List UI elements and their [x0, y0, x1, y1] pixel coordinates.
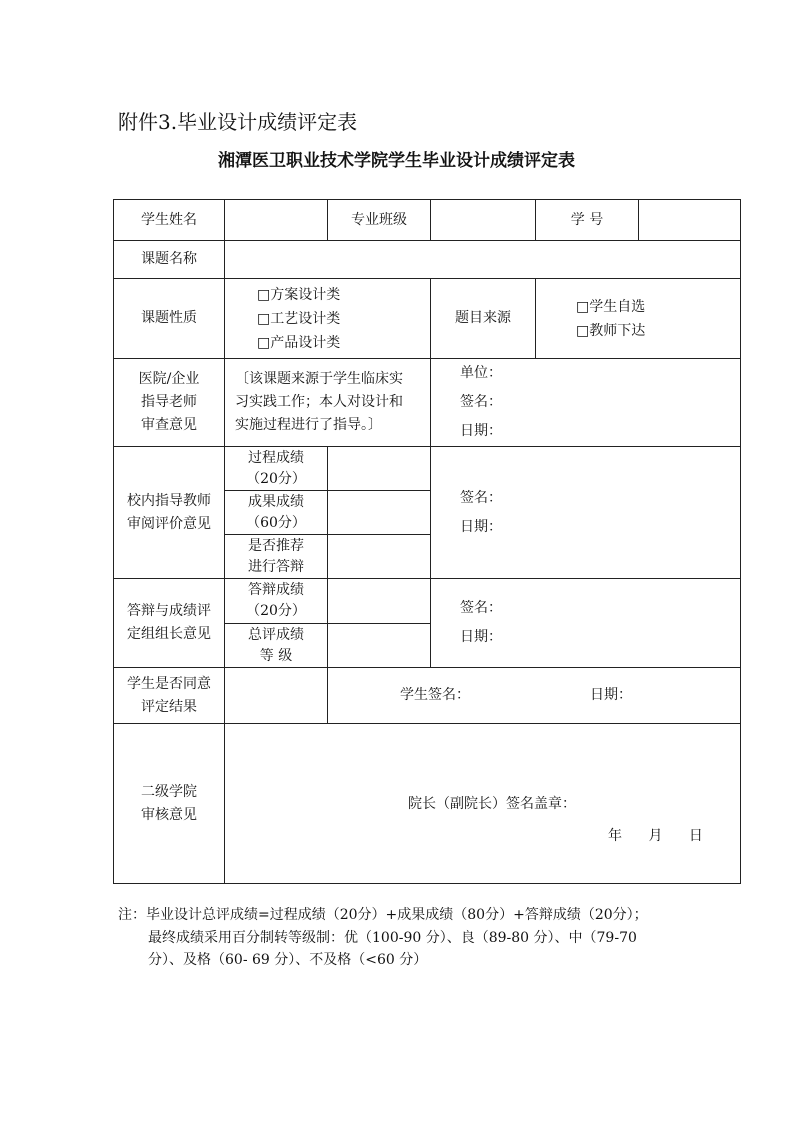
date-label: 日期： — [460, 629, 502, 645]
major-class-field[interactable] — [430, 199, 536, 241]
total-grade-label: 总评成绩 等 级 — [224, 623, 328, 668]
tutor-review-label: 校内指导教师 审阅评价意见 — [113, 446, 225, 579]
student-signature-block[interactable] — [327, 667, 741, 724]
recommend-defense-label: 是否推荐 进行答辩 — [224, 534, 328, 579]
date-label: 日期： — [460, 518, 502, 535]
defense-signature-block[interactable] — [430, 578, 741, 668]
option-product-design[interactable]: □产品设计类 — [257, 334, 341, 351]
result-score-field[interactable] — [327, 490, 431, 535]
result-score-label: 成果成绩 （60分） — [224, 490, 328, 535]
dean-signature-label: 院长（副院长）签名盖章： — [408, 796, 576, 812]
date-label: 年 月 日 — [608, 828, 703, 844]
hospital-signature-block[interactable] — [430, 358, 741, 447]
student-name-label: 学生姓名 — [113, 199, 225, 241]
form-title: 湘潭医卫职业技术学院学生毕业设计成绩评定表 — [218, 151, 575, 171]
topic-name-label: 课题名称 — [113, 240, 225, 279]
signature-label: 签名： — [460, 489, 502, 506]
option-teacher-assigned[interactable]: □教师下达 — [576, 322, 646, 339]
process-score-field[interactable] — [327, 446, 431, 491]
college-review-label: 二级学院 审核意见 — [113, 723, 225, 884]
signature-label: 签名： — [460, 600, 502, 616]
attachment-heading: 附件3.毕业设计成绩评定表 — [118, 110, 358, 134]
recommend-defense-field[interactable] — [327, 534, 431, 579]
option-scheme-design[interactable]: □方案设计类 — [257, 286, 341, 303]
footnote: 注：毕业设计总评成绩=过程成绩（20分）+成果成绩（80分）+答辩成绩（20分）； 最终成绩采用百分制转等级制：优（100-90 分）、良（89-80 分）、中（79-70 分）、及格（60- 69 分）、不及格（<60 分） — [118, 907, 648, 968]
option-student-chosen[interactable]: □学生自选 — [576, 298, 646, 315]
date-label: 日期： — [460, 423, 502, 439]
topic-nature-label: 课题性质 — [113, 278, 225, 359]
student-id-field[interactable] — [638, 199, 741, 241]
college-review-block[interactable] — [224, 723, 741, 884]
student-agree-label: 学生是否同意 评定结果 — [113, 667, 225, 724]
defense-score-field[interactable] — [327, 578, 431, 624]
defense-score-label: 答辩成绩 （20分） — [224, 578, 328, 624]
topic-source-label: 题目来源 — [430, 278, 536, 359]
tutor-signature-block[interactable] — [430, 446, 741, 579]
option-process-design[interactable]: □工艺设计类 — [257, 310, 341, 327]
student-id-label: 学 号 — [535, 199, 639, 241]
total-grade-field[interactable] — [327, 623, 431, 668]
date-label: 日期： — [590, 687, 632, 703]
hospital-review-label: 医院/企业 指导老师 审查意见 — [113, 358, 225, 447]
defense-committee-label: 答辩与成绩评 定组组长意见 — [113, 578, 225, 668]
student-name-field[interactable] — [224, 199, 328, 241]
student-signature-label: 学生签名： — [400, 687, 470, 703]
unit-label: 单位： — [460, 365, 502, 381]
topic-source-options — [535, 278, 741, 359]
signature-label: 签名： — [460, 394, 502, 410]
student-agree-field[interactable] — [224, 667, 328, 724]
major-class-label: 专业班级 — [327, 199, 431, 241]
topic-name-field[interactable] — [224, 240, 741, 279]
topic-nature-options — [224, 278, 431, 359]
process-score-label: 过程成绩 （20分） — [224, 446, 328, 491]
evaluation-form-table — [113, 199, 741, 884]
hospital-statement: 〔该课题来源于学生临床实 习实践工作；本人对设计和 实施过程进行了指导。〕 — [224, 358, 431, 447]
